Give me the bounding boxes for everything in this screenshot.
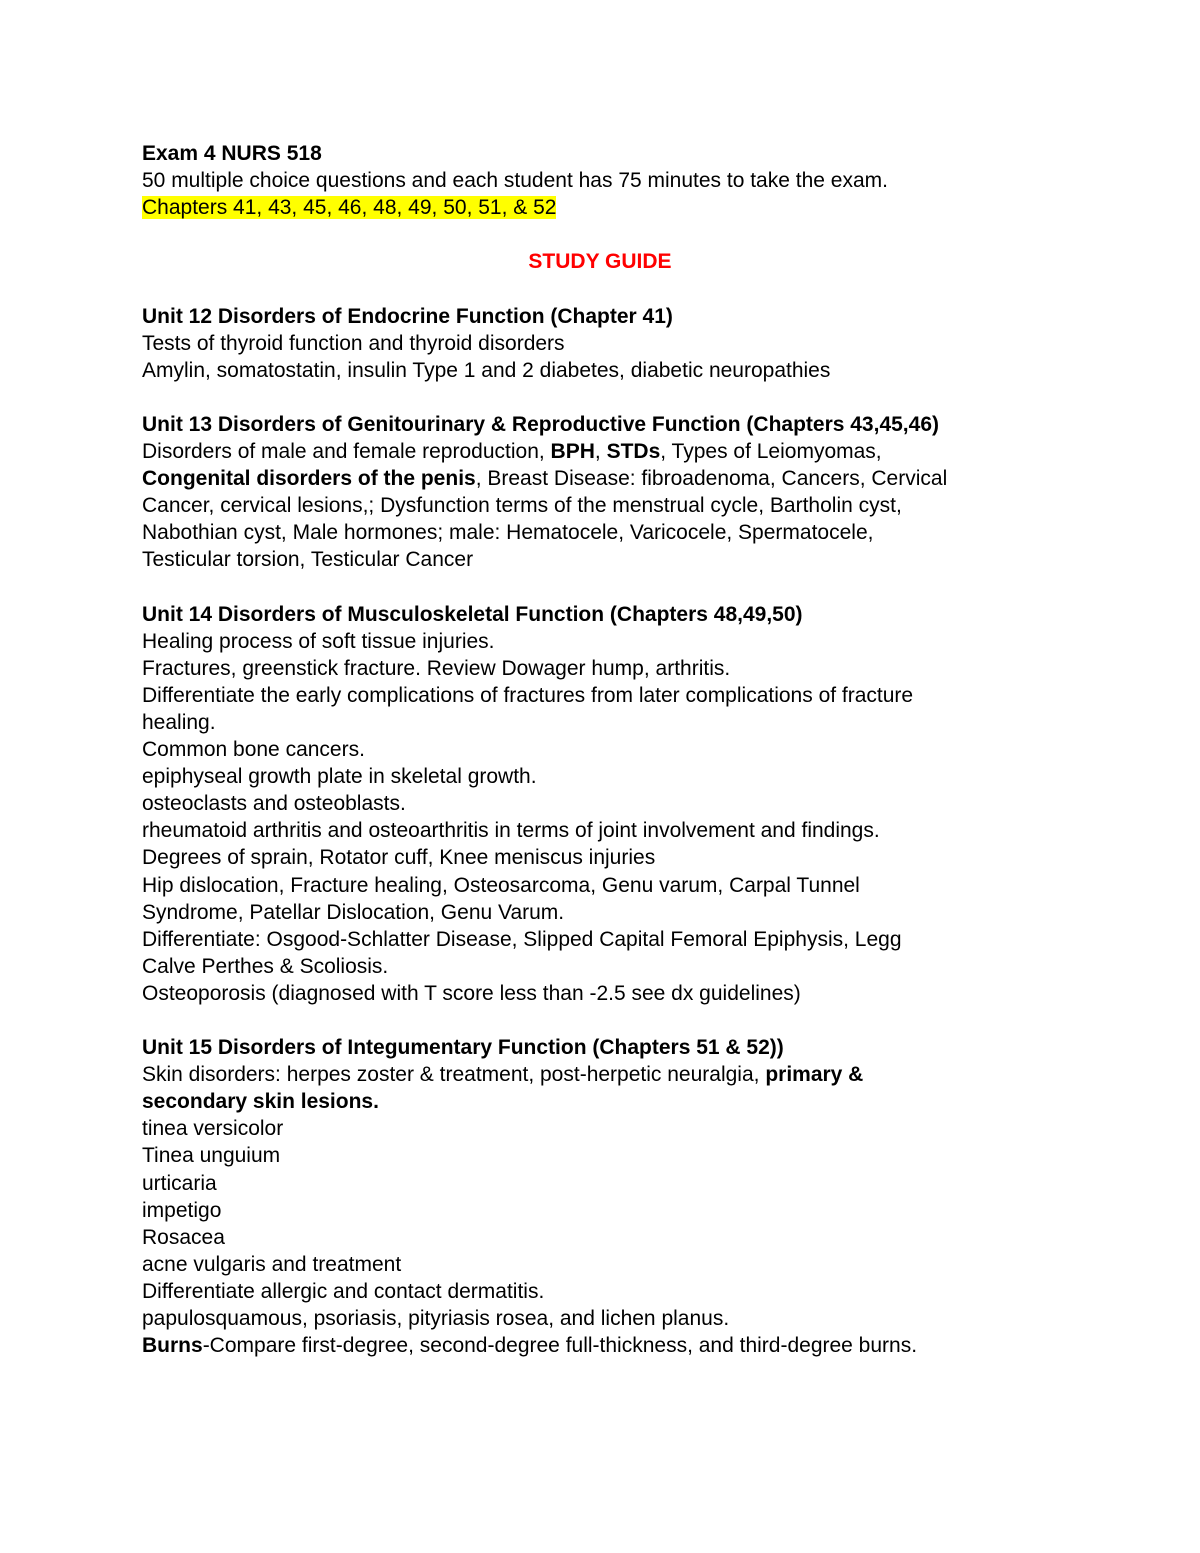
unit-15-line: Rosacea xyxy=(142,1225,225,1249)
unit-14-line: healing. xyxy=(142,710,216,734)
unit-14-line: Degrees of sprain, Rotator cuff, Knee meniscus injuries xyxy=(142,846,656,870)
unit-13-line: Testicular torsion, Testicular Cancer xyxy=(142,548,474,572)
exam-title: Exam 4 NURS 518 xyxy=(142,142,322,165)
unit-14-line: Differentiate the early complications of fractures from later complications of fracture xyxy=(142,683,914,707)
document-page xyxy=(142,140,1102,1359)
unit-13-line: Disorders of male and female reproduction, BPH, STDs, Types of Leiomyomas, xyxy=(142,440,882,464)
unit-13-line: Nabothian cyst, Male hormones; male: Hematocele, Varicocele, Spermatocele, xyxy=(142,521,874,545)
unit-15-line: acne vulgaris and treatment xyxy=(142,1252,402,1276)
unit-13-line: Cancer, cervical lesions,; Dysfunction terms of the menstrual cycle, Bartholin cyst, xyxy=(142,494,902,518)
exam-info: 50 multiple choice questions and each student has 75 minutes to take the exam. xyxy=(142,169,888,193)
unit-14-line: Syndrome, Patellar Dislocation, Genu Varum. xyxy=(142,900,565,924)
unit-14-line: rheumatoid arthritis and osteoarthritis in terms of joint involvement and findings. xyxy=(142,819,880,843)
unit-15-line: tinea versicolor xyxy=(142,1117,284,1141)
unit-13-line: Congenital disorders of the penis, Breast Disease: fibroadenoma, Cancers, Cervical xyxy=(142,467,948,491)
unit-15-line: Skin disorders: herpes zoster & treatment, post-herpetic neuralgia, primary & xyxy=(142,1063,864,1087)
unit-15-line: Tinea unguium xyxy=(142,1144,281,1168)
unit-14-line: Fractures, greenstick fracture. Review Dowager hump, arthritis. xyxy=(142,656,731,680)
unit-15-line: Differentiate allergic and contact dermatitis. xyxy=(142,1279,545,1303)
unit-15-line: secondary skin lesions. xyxy=(142,1090,379,1114)
unit-14-line: Hip dislocation, Fracture healing, Osteosarcoma, Genu varum, Carpal Tunnel xyxy=(142,873,860,897)
unit-14-heading: Unit 14 Disorders of Musculoskeletal Function (Chapters 48,49,50) xyxy=(142,602,803,626)
chapters-highlight: Chapters 41, 43, 45, 46, 48, 49, 50, 51, & 52 xyxy=(142,196,557,220)
unit-14-line: Healing process of soft tissue injuries. xyxy=(142,629,495,653)
unit-15-line: papulosquamous, psoriasis, pityriasis rosea, and lichen planus. xyxy=(142,1307,730,1331)
unit-14-line: epiphyseal growth plate in skeletal growth. xyxy=(142,765,537,789)
unit-12-heading: Unit 12 Disorders of Endocrine Function (Chapter 41) xyxy=(142,304,673,328)
unit-14-line: Osteoporosis (diagnosed with T score less than -2.5 see dx guidelines) xyxy=(142,981,801,1005)
unit-15-heading: Unit 15 Disorders of Integumentary Function (Chapters 51 & 52)) xyxy=(142,1036,784,1060)
unit-14-line: Calve Perthes & Scoliosis. xyxy=(142,954,389,978)
unit-15-line: impetigo xyxy=(142,1198,222,1222)
study-guide-title: STUDY GUIDE xyxy=(528,250,672,274)
unit-12-line: Amylin, somatostatin, insulin Type 1 and 2 diabetes, diabetic neuropathies xyxy=(142,358,831,382)
unit-15-line: Burns-Compare first-degree, second-degree full-thickness, and third-degree burns. xyxy=(142,1334,918,1358)
unit-13-heading: Unit 13 Disorders of Genitourinary & Reproductive Function (Chapters 43,45,46) xyxy=(142,412,939,436)
unit-14-line: osteoclasts and osteoblasts. xyxy=(142,792,406,816)
unit-12-line: Tests of thyroid function and thyroid disorders xyxy=(142,331,565,355)
unit-15-line: urticaria xyxy=(142,1171,217,1195)
unit-14-line: Differentiate: Osgood-Schlatter Disease, Slipped Capital Femoral Epiphysis, Legg xyxy=(142,927,902,951)
unit-14-line: Common bone cancers. xyxy=(142,738,365,762)
